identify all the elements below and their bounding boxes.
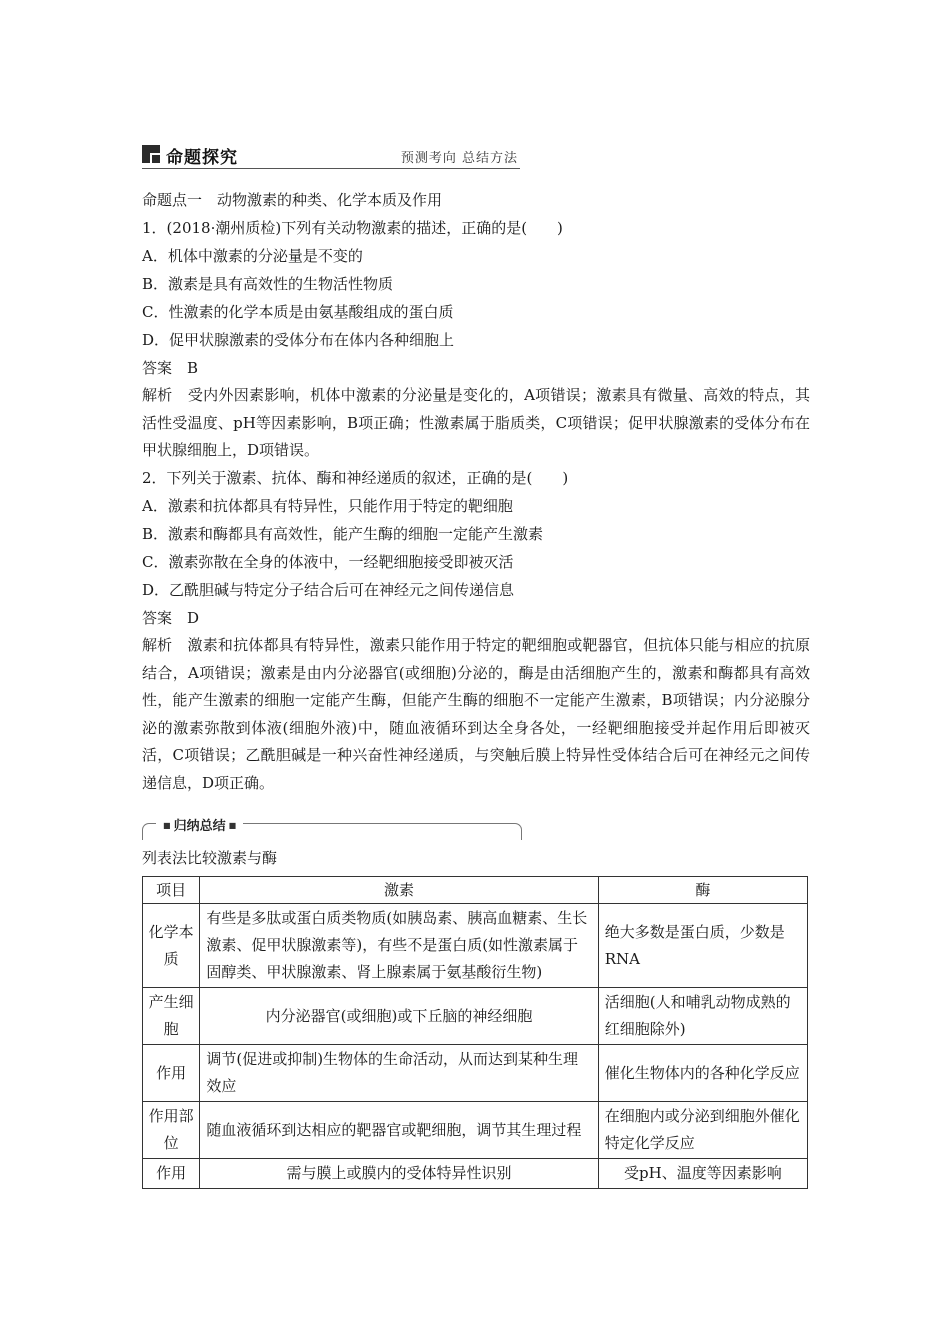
- q1-analysis: 解析 受内外因素影响，机体中激素的分泌量是变化的，A项错误；激素具有微量、高效的特点，其活性受温度、pH等因素影响，B项正确；性激素属于脂质类，C项错误；促甲状腺激素的受体分布在甲状腺细胞上，D项错误。: [142, 386, 810, 460]
- table-cell: 需与膜上或膜内的受体特异性识别: [200, 1159, 598, 1189]
- comparison-table: [142, 876, 808, 1189]
- table-cell: 受pH、温度等因素影响: [598, 1159, 807, 1189]
- q2-analysis: 解析 激素和抗体都具有特异性，激素只能作用于特定的靶细胞或靶器官，但抗体只能与相应的抗原结合，A项错误；激素是由内分泌器官(或细胞)分泌的，酶是由活细胞产生的，激素和酶都具有高效性，能产生激素的细胞一定能产生酶，但能产生酶的细胞不一定能产生激素，B项错误；内分泌腺分泌的激素弥散到体液(细胞外液)中，随血液循环到达全身各处，一经靶细胞接受并起作用后即被灭活，C项错误；乙酰胆碱是一种兴奋性神经递质，与突触后膜上特异性受体结合后可在神经元之间传递信息，D项正确。: [142, 636, 810, 792]
- table-cell: 有些是多肽或蛋白质类物质(如胰岛素、胰高血糖素、生长激素、促甲状腺激素等)，有些不是蛋白质(如性激素属于固醇类、甲状腺激素、肾上腺素属于氨基酸衍生物): [200, 904, 598, 988]
- summary-intro: 列表法比较激素与酶: [142, 849, 278, 867]
- q2-stem: 2．下列关于激素、抗体、酶和神经递质的叙述，正确的是( ): [142, 469, 569, 487]
- q1-option-d: D．促甲状腺激素的受体分布在体内各种细胞上: [142, 331, 455, 349]
- table-cell: 作用: [143, 1159, 200, 1189]
- table-cell: 作用部位: [143, 1102, 200, 1159]
- q1-option-c: C．性激素的化学本质是由氨基酸组成的蛋白质: [142, 303, 454, 321]
- table-row: [143, 1159, 808, 1189]
- table-cell: 化学本质: [143, 904, 200, 988]
- table-cell: 调节(促进或抑制)生物体的生命活动，从而达到某种生理效应: [200, 1045, 598, 1102]
- bullet-icon: ■: [163, 821, 171, 830]
- table-row: [143, 1045, 808, 1102]
- table-cell: 内分泌器官(或细胞)或下丘脑的神经细胞: [200, 988, 598, 1045]
- table-cell: 随血液循环到达相应的靶器官或靶细胞，调节其生理过程: [200, 1102, 598, 1159]
- q1-stem: 1．(2018·潮州质检)下列有关动物激素的描述，正确的是( ): [142, 219, 563, 237]
- section-rule: [142, 168, 520, 169]
- q2-option-c: C．激素弥散在全身的体液中，一经靶细胞接受即被灭活: [142, 553, 514, 571]
- section-header: [142, 143, 520, 171]
- table-cell: 活细胞(人和哺乳动物成熟的红细胞除外): [598, 988, 807, 1045]
- bullet-icon: ■: [228, 821, 237, 830]
- section-mark-icon: [142, 145, 160, 163]
- table-header-cell: 项目: [143, 877, 200, 904]
- q1-answer: 答案 B: [142, 359, 199, 377]
- table-cell: 产生细胞: [143, 988, 200, 1045]
- q1-option-a: A．机体中激素的分泌量是不变的: [142, 247, 363, 265]
- summary-header: [142, 815, 520, 839]
- table-row: [143, 988, 808, 1045]
- table-header-row: [143, 877, 808, 904]
- table-cell: 作用: [143, 1045, 200, 1102]
- summary-label: ■ 归纳总结 ■: [156, 815, 243, 834]
- table-row: [143, 1102, 808, 1159]
- table-header-cell: 酶: [598, 877, 807, 904]
- q2-option-d: D．乙酰胆碱与特定分子结合后可在神经元之间传递信息: [142, 581, 515, 599]
- q2-answer: 答案 D: [142, 609, 200, 627]
- topic-heading: 命题点一 动物激素的种类、化学本质及作用: [142, 191, 443, 209]
- q2-option-b: B．激素和酶都具有高效性，能产生酶的细胞一定能产生激素: [142, 525, 544, 543]
- table-cell: 催化生物体内的各种化学反应: [598, 1045, 807, 1102]
- q1-option-b: B．激素是具有高效性的生物活性物质: [142, 275, 394, 293]
- table-row: [143, 904, 808, 988]
- q2-option-a: A．激素和抗体都具有特异性，只能作用于特定的靶细胞: [142, 497, 513, 515]
- table-cell: 在细胞内或分泌到细胞外催化特定化学反应: [598, 1102, 807, 1159]
- table-cell: 绝大多数是蛋白质，少数是RNA: [598, 904, 807, 988]
- table-header-cell: 激素: [200, 877, 598, 904]
- section-subtitle: 预测考向 总结方法: [400, 151, 518, 166]
- section-title: 命题探究: [166, 148, 238, 168]
